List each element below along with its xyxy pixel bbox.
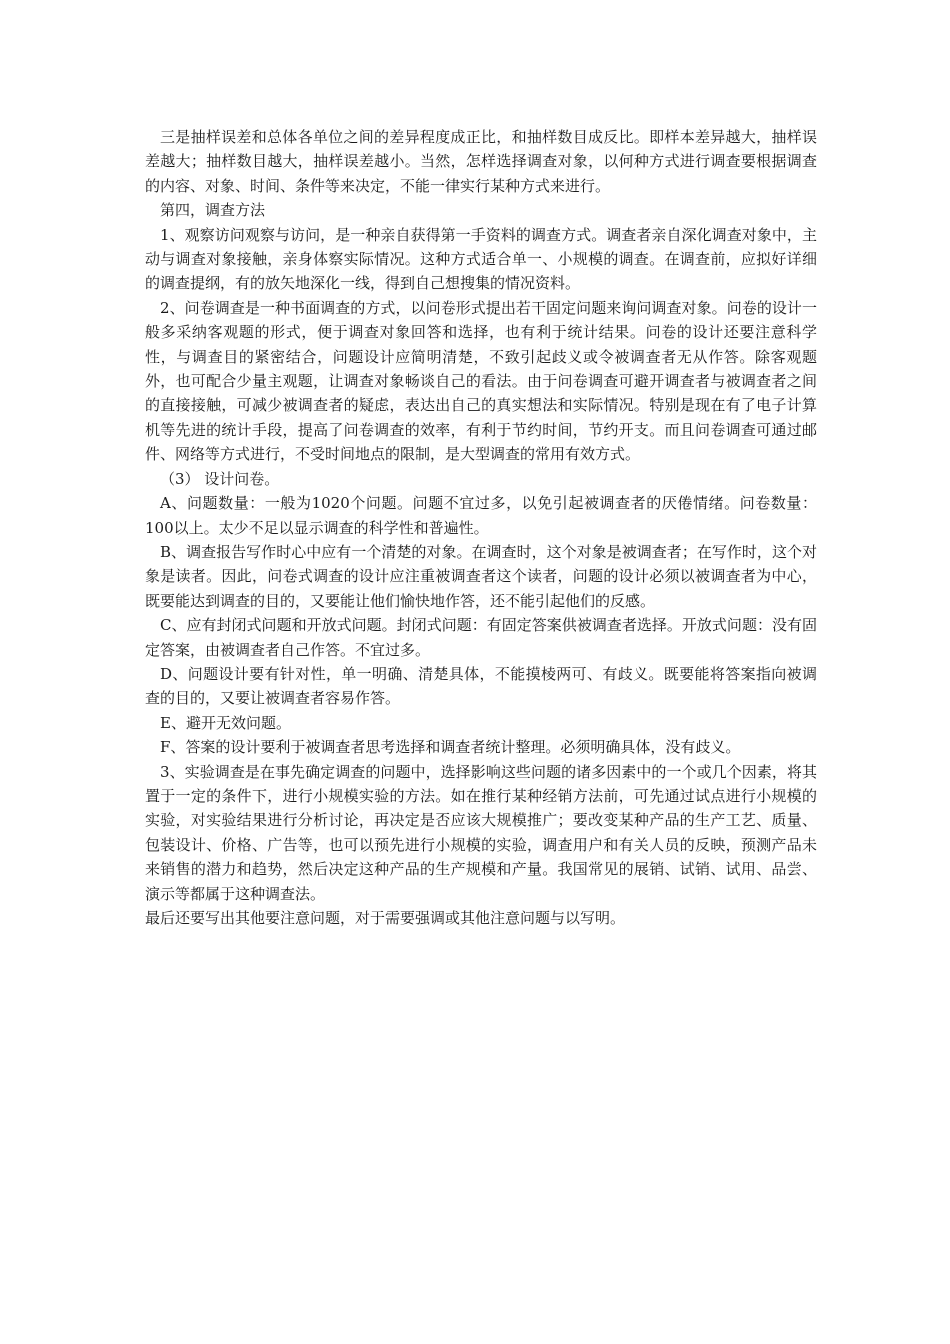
paragraph-item-b: B、调查报告写作时心中应有一个清楚的对象。在调查时，这个对象是被调查者；在写作时，这个对象是读者。因此，问卷式调查的设计应注重被调查者这个读者，问题的设计必须以被调查者为中心，既要能达到调查的目的，又要能让他们愉快地作答，还不能引起他们的反感。 <box>145 542 817 610</box>
section-heading-survey-methods: 第四，调查方法 <box>160 201 266 220</box>
paragraph-observation-interview: 1、观察访问观察与访问，是一种亲自获得第一手资料的调查方式。调查者亲自深化调查对象中，主动与调查对象接触，亲身体察实际情况。这种方式适合单一、小规模的调查。在调查前，应拟好详细的调查提纲，有的放矢地深化一线，得到自己想搜集的情况资料。 <box>145 225 817 293</box>
paragraph-item-c: C、应有封闭式问题和开放式问题。封闭式问题：有固定答案供被调查者选择。开放式问题：没有固定答案，由被调查者自己作答。不宜过多。 <box>145 616 817 659</box>
document-body <box>145 125 817 930</box>
paragraph-item-f: F、答案的设计要利于被调查者思考选择和调查者统计整理。必须明确具体，没有歧义。 <box>160 738 741 757</box>
subheading-design-questionnaire: （3） 设计问卷。 <box>160 469 280 488</box>
paragraph-sampling-error: 三是抽样误差和总体各单位之间的差异程度成正比，和抽样数目成反比。即样本差异越大，抽样误差越大；抽样数目越大，抽样误差越小。当然，怎样选择调查对象，以何种方式进行调查要根据调查的内容、对象、时间、条件等来决定，不能一律实行某种方式来进行。 <box>145 128 817 195</box>
paragraph-experimental-survey: 3、实验调查是在事先确定调查的问题中，选择影响这些问题的诸多因素中的一个或几个因素，将其置于一定的条件下，进行小规模实验的方法。如在推行某种经销方法前，可先通过试点进行小规模的实验，对实验结果进行分析讨论，再决定是否应该大规模推广；要改变某种产品的生产工艺、质量、包装设计、价格、广告等，也可以预先进行小规模的实验，调查用户和有关人员的反映，预测产品未来销售的潜力和趋势，然后决定这种产品的生产规模和产量。我国常见的展销、试销、试用、品尝、演示等都属于这种调查法。 <box>145 762 817 903</box>
paragraph-questionnaire-survey: 2、问卷调查是一种书面调查的方式，以问卷形式提出若干固定问题来询问调查对象。问卷的设计一般多采纳客观题的形式，便于调查对象回答和选择，也有利于统计结果。问卷的设计还要注意科学性，与调查目的紧密结合，问题设计应简明清楚，不致引起歧义或令被调查者无从作答。除客观题外，也可配合少量主观题，让调查对象畅谈自己的看法。由于问卷调查可避开调查者与被调查者之间的直接接触，可减少被调查者的疑虑，表达出自己的真实想法和实际情况。特别是现在有了电子计算机等先进的统计手段，提高了问卷调查的效率，有利于节约时间，节约开支。而且问卷调查可通过邮件、网络等方式进行，不受时间地点的限制，是大型调查的常用有效方式。 <box>145 298 817 464</box>
paragraph-item-a: A、问题数量：一般为1020个问题。问题不宜过多，以免引起被调查者的厌倦情绪。问卷数量：100以上。太少不足以显示调查的科学性和普遍性。 <box>145 494 817 537</box>
paragraph-item-d: D、问题设计要有针对性，单一明确、清楚具体，不能摸棱两可、有歧义。既要能将答案指向被调查的目的，又要让被调查者容易作答。 <box>145 664 817 708</box>
paragraph-item-e: E、避开无效问题。 <box>160 713 291 732</box>
paragraph-closing-note: 最后还要写出其他要注意问题，对于需要强调或其他注意问题与以写明。 <box>145 909 626 927</box>
